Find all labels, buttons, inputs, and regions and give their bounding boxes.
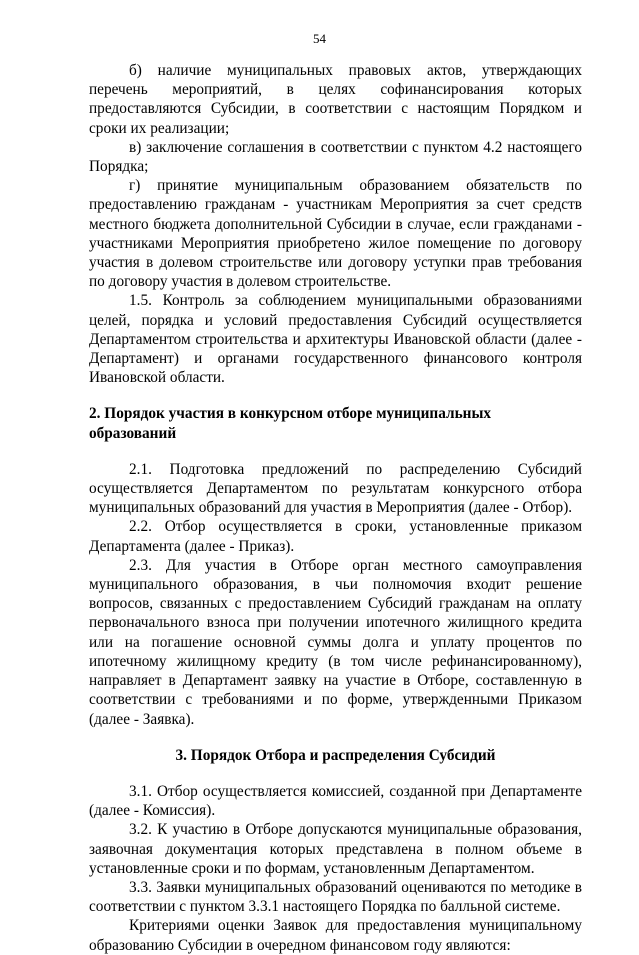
paragraph-criteria: Критериями оценки Заявок для предоставления муниципальному образованию Субсидии в очередном финансовом году являются: [89,917,582,954]
page-number: 54 [313,31,326,46]
document-body [89,61,582,955]
section-2-heading: 2. Порядок участия в конкурсном отборе муниципальных образований [89,405,492,442]
paragraph-1-5: 1.5. Контроль за соблюдением муниципальными образованиями целей, порядка и условий предоставления Субсидий осуществляется Департаментом строительства и архитектуры Ивановской области (далее - Департамент) и органами государственного финансового контроля Ивановской области. [89,292,582,387]
paragraph-2-1: 2.1. Подготовка предложений по распределению Субсидий осуществляется Департаментом по результатам конкурсного отбора муниципальных образований для участия в Мероприятия (далее - Отбор). [89,460,582,517]
paragraph-item-g: г) принятие муниципальным образованием обязательств по предоставлению гражданам - участникам Мероприятия за счет средств местного бюджета дополнительной Субсидии в случае, если гражданами - участниками Мероприятия приобретено жилое помещение по договору участия в долевом строительстве или договору уступки прав требования по договору участия в долевом строительстве. [89,177,582,291]
paragraph-3-1: 3.1. Отбор осуществляется комиссией, созданной при Департаменте (далее - Комиссия). [89,782,582,820]
paragraph-2-3: 2.3. Для участия в Отборе орган местного самоуправления муниципального образования, в чьи полномочия входит решение вопросов, связанных с предоставлением Субсидий гражданам на оплату первоначального взноса при получении ипотечного жилищного кредита или на погашение основной суммы долга и уплату процентов по ипотечному жилищному кредиту (в том числе рефинансированному), направляет в Департамент заявку на участие в Отборе, составленную в соответствии с требованиями и по форме, утвержденными Приказом (далее - Заявка). [89,556,582,728]
paragraph-item-b: б) наличие муниципальных правовых актов, утверждающих перечень мероприятий, в целях софинансирования которых предоставляются Субсидии, в соответствии с настоящим Порядком и сроки их реализации; [89,62,582,137]
paragraph-2-2: 2.2. Отбор осуществляется в сроки, установленные приказом Департамента (далее - Приказ). [89,518,582,555]
paragraph-3-2: 3.2. К участию в Отборе допускаются муниципальные образования, заявочная документация которых представлена в полном объеме в установленные сроки и по формам, установленным Департаментом. [89,821,582,877]
section-3-heading: 3. Порядок Отбора и распределения Субсидий [175,746,496,764]
paragraph-3-3: 3.3. Заявки муниципальных образований оцениваются по методике в соответствии с пунктом 3.3.1 настоящего Порядка по балльной системе. [89,878,582,916]
paragraph-item-v: в) заключение соглашения в соответствии с пунктом 4.2 настоящего Порядка; [89,138,582,176]
